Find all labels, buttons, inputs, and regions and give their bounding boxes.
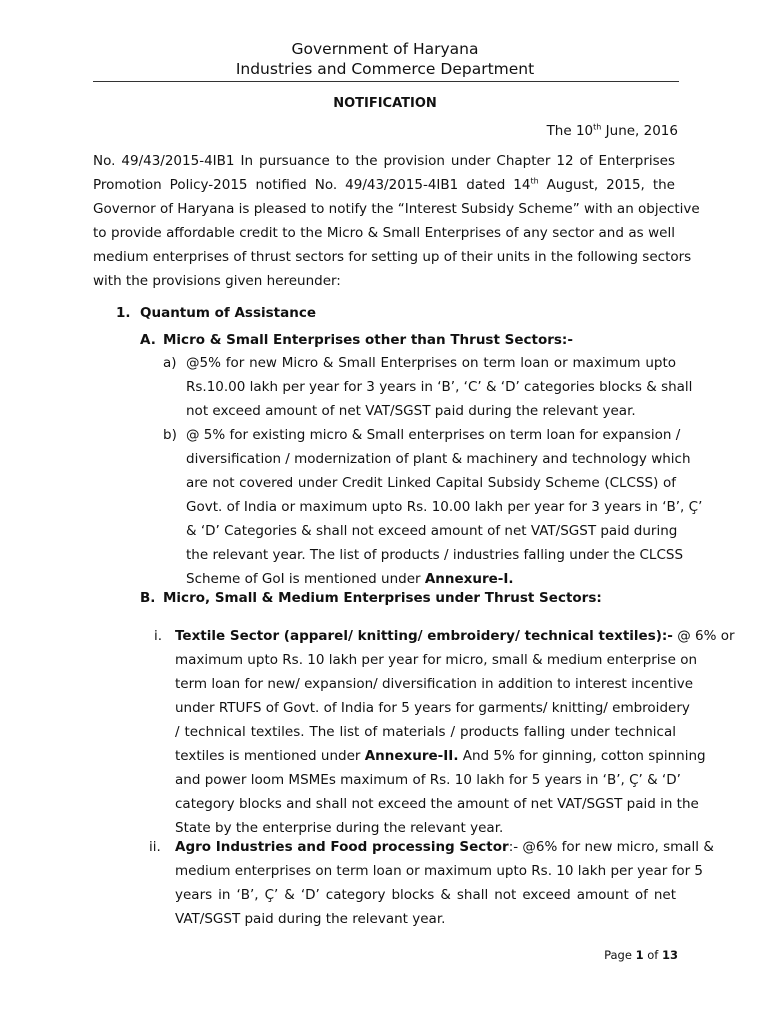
notification-date: The 10th June, 2016 — [546, 122, 678, 139]
item-ii-label: ii. — [149, 839, 161, 855]
section-1-title: Quantum of Assistance — [140, 305, 317, 321]
subsection-b-title: Micro, Small & Medium Enterprises under Thrust Sectors: — [163, 590, 602, 606]
item-ii-text: Agro Industries and Food processing Sector:- @6% for new micro, small & medium enterprises on term loan or maximum upto Rs. 10 lakh per year for 5 years in ‘B’, Ç’ & ‘D’ category blocks & shall not exceed amount of net VAT/SGST paid during the relevant year. — [175, 839, 714, 927]
item-a-label: a) — [163, 355, 177, 371]
subsection-a-label: A. — [140, 332, 156, 348]
item-a-text: @5% for new Micro & Small Enterprises on term loan or maximum upto Rs.10.00 lakh per year for 3 years in ‘B’, ‘C’ & ‘D’ categories blocks & shall not exceed amount of net VAT/SGST paid during the relevant year. — [186, 355, 693, 419]
notification-title: NOTIFICATION — [333, 96, 437, 111]
intro-paragraph: No. 49/43/2015-4IB1 In pursuance to the provision under Chapter 12 of Enterprises Promotion Policy-2015 notified No. 49/43/2015-4IB1 dated 14th August, 2015, the Governor of Haryana is pleased to notify the “Interest Subsidy Scheme” with an objective to provide affordable credit to the Micro & Small Enterprises of any sector and as well medium enterprises of thrust sectors for setting up of their units in the following sectors with the provisions given hereunder: — [93, 153, 700, 289]
item-b-label: b) — [163, 427, 177, 443]
header-department: Industries and Commerce Department — [235, 60, 535, 78]
subsection-a-title: Micro & Small Enterprises other than Thrust Sectors:- — [163, 332, 573, 348]
section-1-number: 1. — [116, 305, 131, 321]
page-number: Page 1 of 13 — [604, 948, 678, 962]
header-divider — [93, 81, 679, 82]
item-b-text: @ 5% for existing micro & Small enterprises on term loan for expansion / diversification / modernization of plant & machinery and technology which are not covered under Credit Linked Capital Subsidy Scheme (CLCSS) of Govt. of India or maximum upto Rs. 10.00 lakh per year for 3 years in ‘B’, Ç’ & ‘D’ Categories & shall not exceed amount of net VAT/SGST paid during the relevant year. The list of products / industries falling under the CLCSS Scheme of GoI is mentioned under Annexure-I. — [186, 427, 703, 587]
item-i-text: Textile Sector (apparel/ knitting/ embroidery/ technical textiles):- @ 6% or maximum upto Rs. 10 lakh per year for micro, small & medium enterprise on term loan for new/ expansion/ diversification in addition to interest incentive under RTUFS of Govt. of India for 5 years for garments/ knitting/ embroidery / technical textiles. The list of materials / products falling under technical textiles is mentioned under Annexure-II. And 5% for ginning, cotton spinning and power loom MSMEs maximum of Rs. 10 lakh for 5 years in ‘B’, Ç’ & ‘D’ category blocks and shall not exceed the amount of net VAT/SGST paid in the State by the enterprise during the relevant year. — [175, 628, 735, 836]
subsection-b-label: B. — [140, 590, 156, 606]
header-org: Government of Haryana — [291, 40, 479, 58]
item-i-label: i. — [154, 628, 163, 644]
